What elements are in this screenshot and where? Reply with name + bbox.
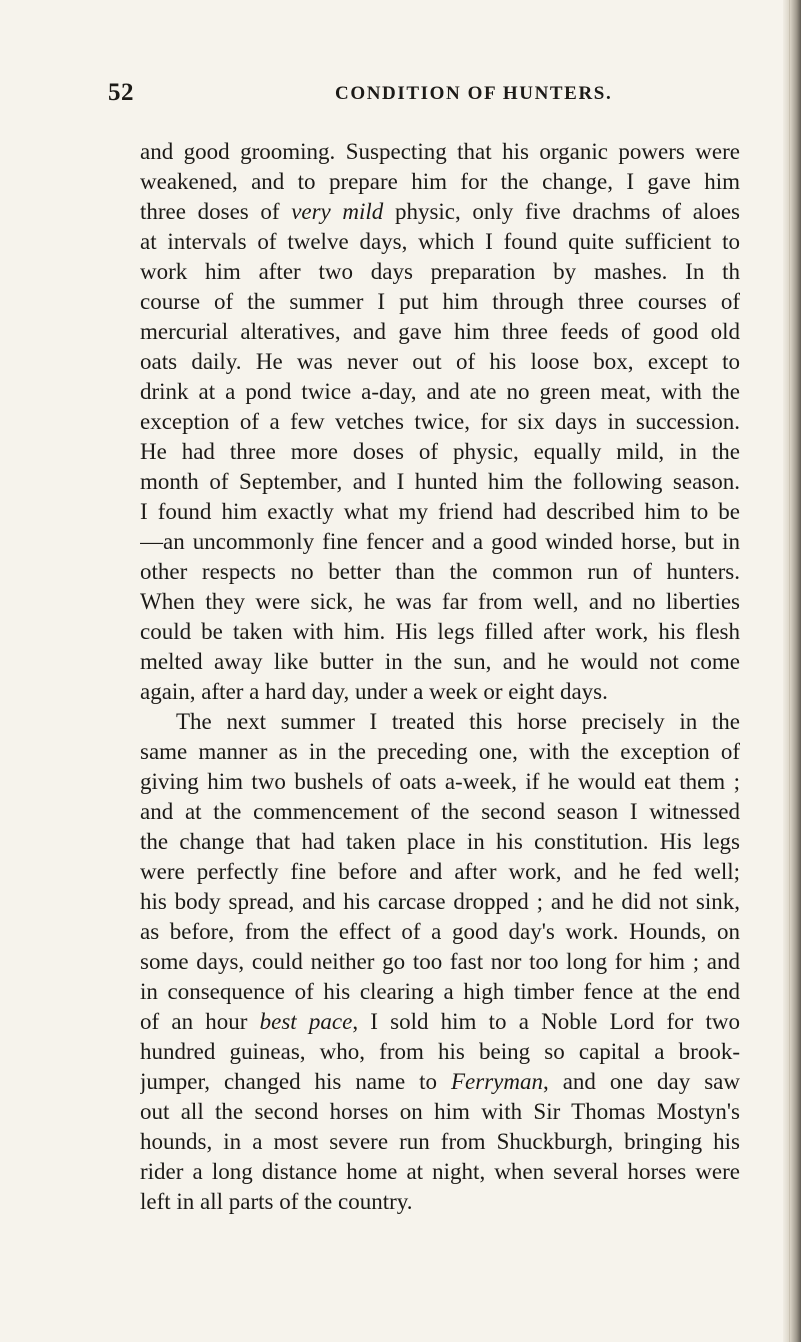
- text-line: at intervals of twelve days, which I found quite sufficient to: [140, 229, 740, 254]
- text-line: He had three more doses of physic, equally mild, in the: [140, 439, 740, 464]
- italic-phrase: very mild: [291, 199, 384, 224]
- body-text: [140, 137, 740, 1217]
- text-line: giving him two bushels of oats a-week, if he would eat them ;: [140, 769, 740, 794]
- running-head: CONDITION OF HUNTERS.: [335, 83, 613, 104]
- text-line: of an hour best pace, I sold him to a Noble Lord for two: [140, 1009, 740, 1034]
- text-line: hundred guineas, who, from his being so capital a brook-: [140, 1039, 740, 1064]
- text-line: mercurial alteratives, and gave him three feeds of good old: [140, 319, 740, 344]
- text-line: the change that had taken place in his constitution. His legs: [140, 829, 740, 854]
- text-line: his body spread, and his carcase dropped ; and he did not sink,: [140, 889, 740, 914]
- text-line: work him after two days preparation by mashes. In th: [140, 259, 740, 284]
- text-line: weakened, and to prepare him for the change, I gave him: [140, 169, 740, 194]
- text-line: hounds, in a most severe run from Shuckburgh, bringing his: [140, 1129, 740, 1154]
- text-line: again, after a hard day, under a week or eight days.: [140, 679, 608, 704]
- text-line: left in all parts of the country.: [140, 1189, 413, 1214]
- text-line: same manner as in the preceding one, with the exception of: [140, 739, 740, 764]
- text-line: exception of a few vetches twice, for six days in succession.: [140, 409, 740, 434]
- text-line: out all the second horses on him with Sir Thomas Mostyn's: [140, 1099, 740, 1124]
- text-line: oats daily. He was never out of his loose box, except to: [140, 349, 740, 374]
- text-line: as before, from the effect of a good day's work. Hounds, on: [140, 919, 740, 944]
- text-line: three doses of very mild physic, only five drachms of aloes: [140, 199, 740, 224]
- text-line: —an uncommonly fine fencer and a good winded horse, but in: [140, 529, 740, 554]
- page-header: [0, 79, 801, 113]
- text-line: month of September, and I hunted him the following season.: [140, 469, 740, 494]
- text-line: and at the commencement of the second season I witnessed: [140, 799, 740, 824]
- text-line: melted away like butter in the sun, and he would not come: [140, 649, 740, 674]
- text-line: The next summer I treated this horse precisely in the: [176, 709, 740, 734]
- text-line: could be taken with him. His legs filled after work, his flesh: [140, 619, 740, 644]
- text-line: and good grooming. Suspecting that his organic powers were: [140, 139, 740, 164]
- text-line: rider a long distance home at night, when several horses were: [140, 1159, 740, 1184]
- text-line: course of the summer I put him through three courses of: [140, 289, 740, 314]
- page-edge-shadow: [783, 0, 801, 1342]
- italic-phrase: best pace: [259, 1009, 353, 1034]
- text-line: jumper, changed his name to Ferryman, and one day saw: [140, 1069, 740, 1094]
- text-line: some days, could neither go too fast nor too long for him ; and: [140, 949, 740, 974]
- italic-phrase: Ferryman: [450, 1069, 543, 1094]
- text-line: I found him exactly what my friend had described him to be: [140, 499, 740, 524]
- text-line: were perfectly fine before and after work, and he fed well;: [140, 859, 740, 884]
- text-line: other respects no better than the common run of hunters.: [140, 559, 740, 584]
- text-line: drink at a pond twice a-day, and ate no green meat, with the: [140, 379, 740, 404]
- text-line: in consequence of his clearing a high timber fence at the end: [140, 979, 740, 1004]
- text-line: When they were sick, he was far from well, and no liberties: [140, 589, 740, 614]
- page-number: 52: [108, 79, 134, 106]
